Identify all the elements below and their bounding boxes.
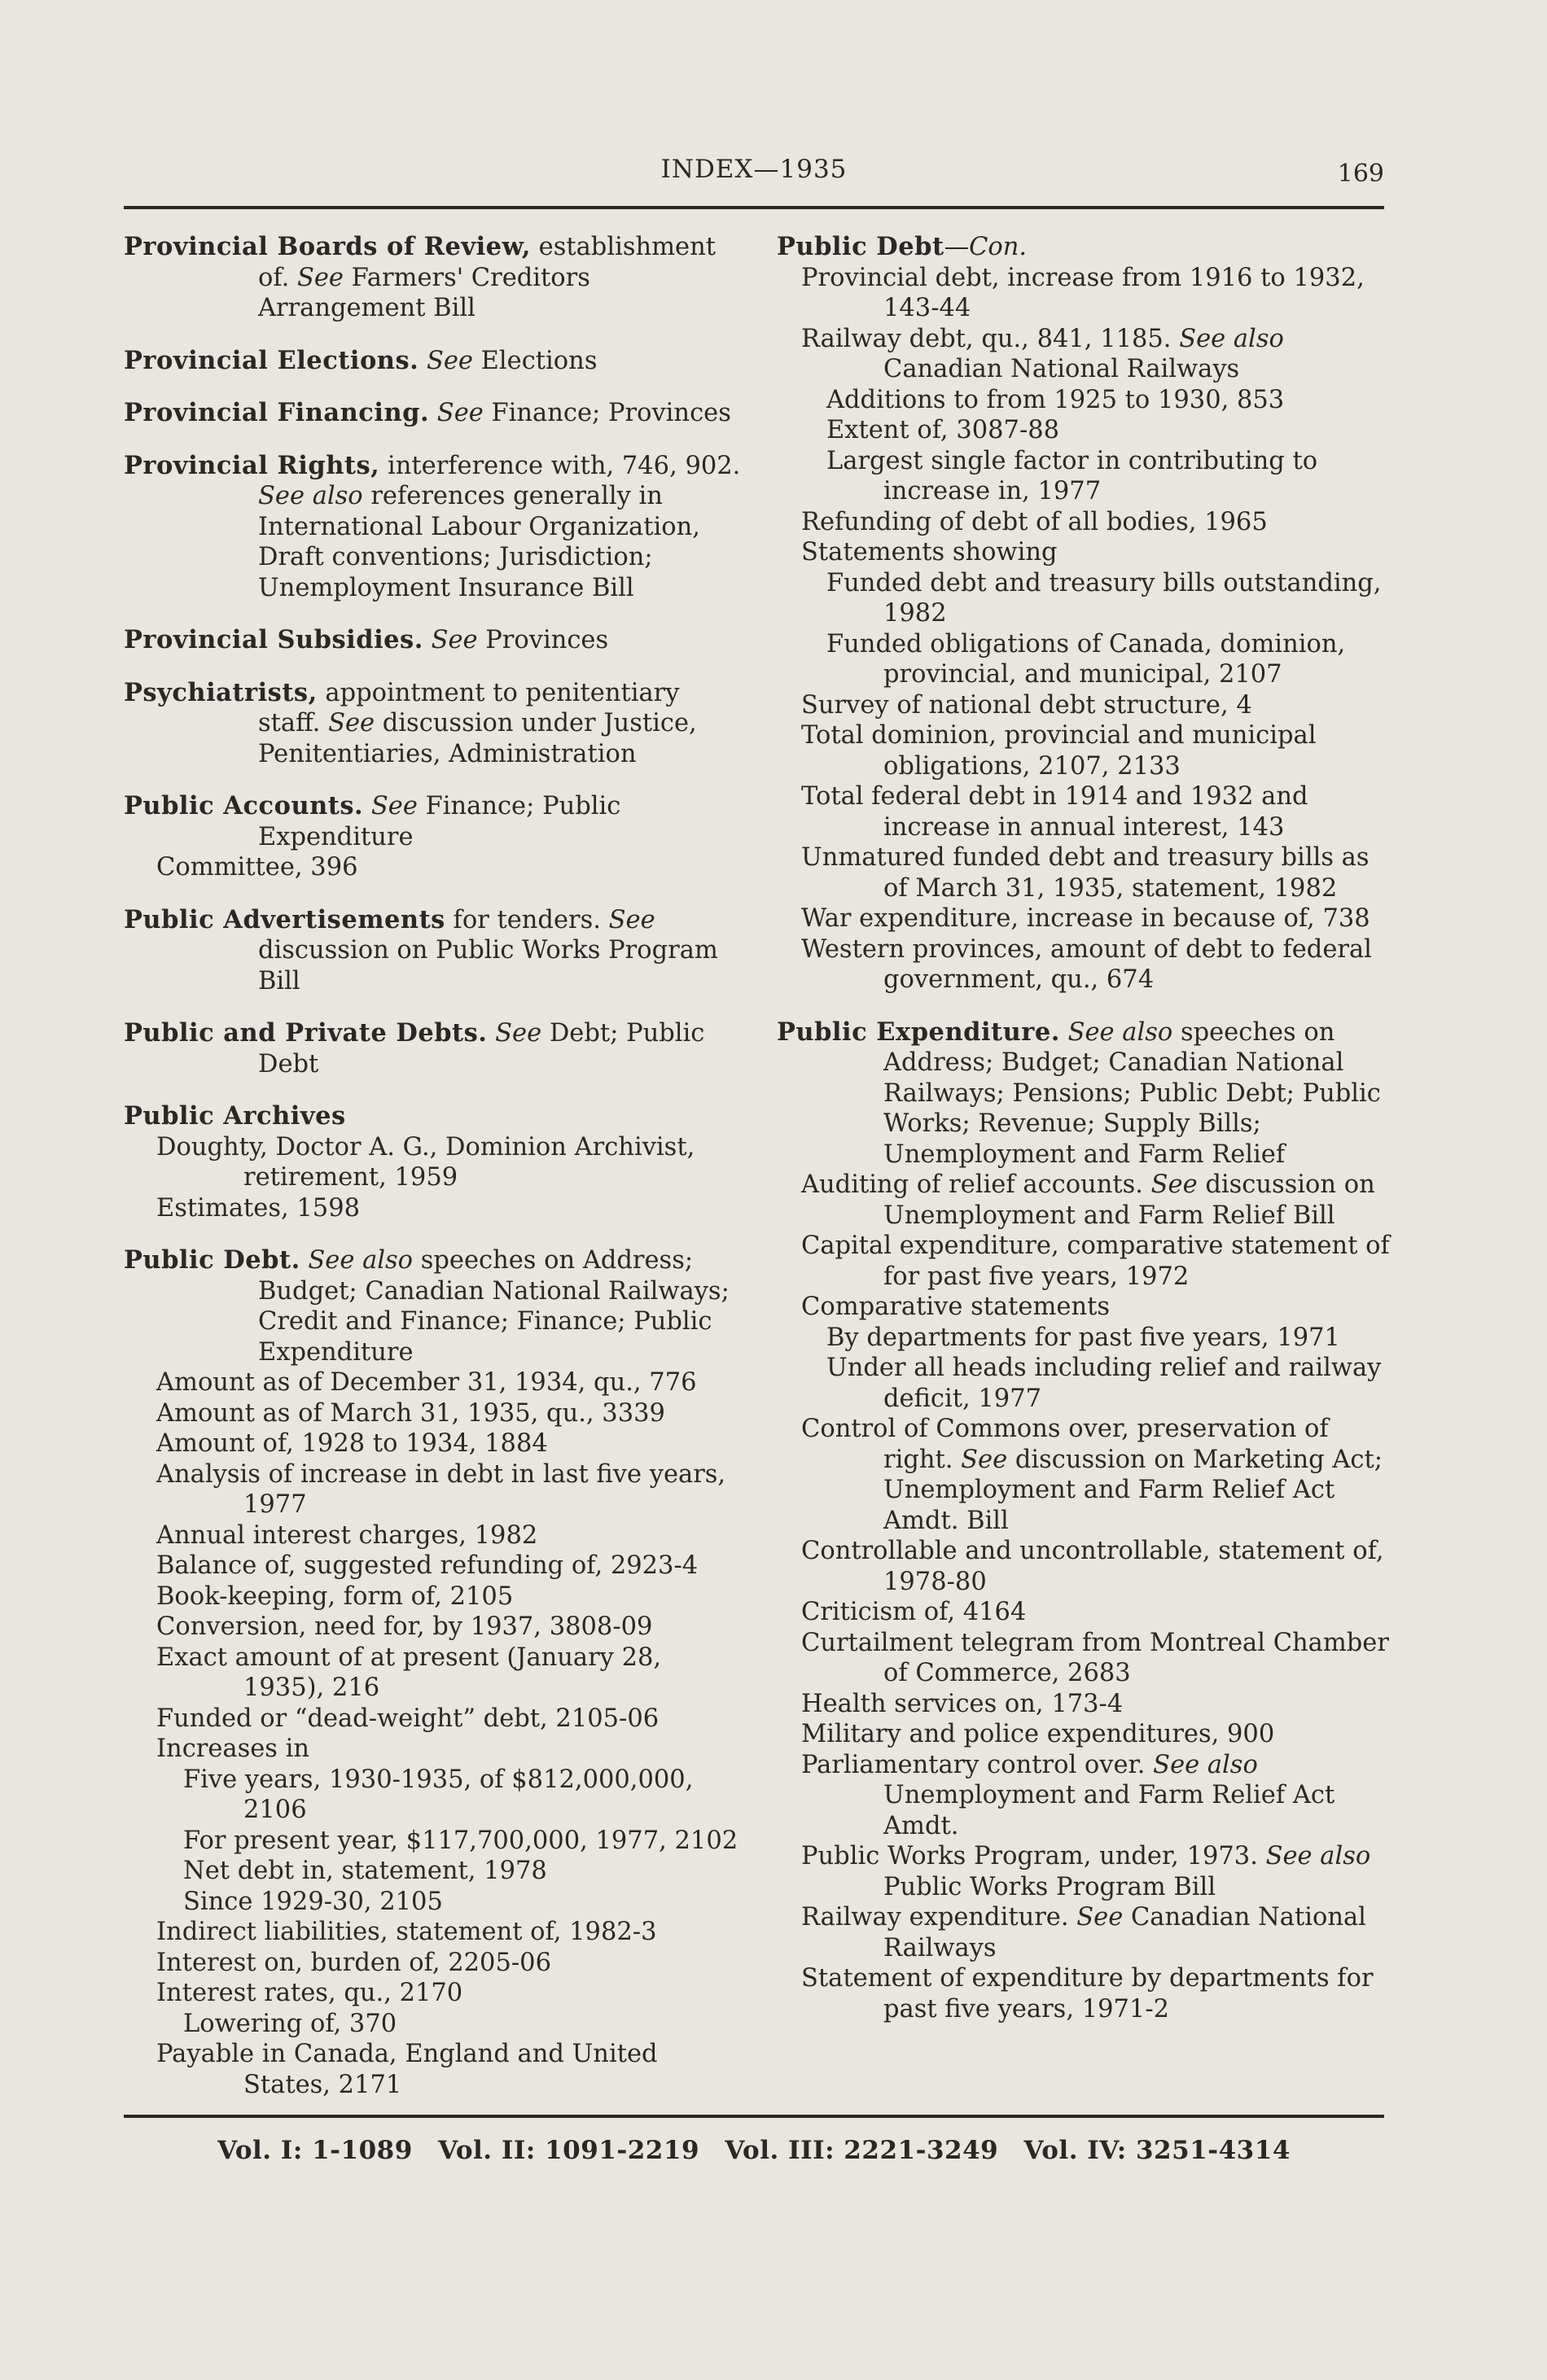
index-subentry — [124, 1856, 743, 1887]
index-subentry — [777, 903, 1396, 934]
entry-text — [363, 792, 371, 820]
index-heading-entry — [777, 232, 1396, 263]
entry-term: Public Expenditure. — [777, 1017, 1060, 1047]
entry-text: Unemployment and Farm Relief Act Amdt. — [883, 1781, 1335, 1840]
entry-text: Statement of expenditure by departments for past five years, 1971-2 — [801, 1964, 1374, 2023]
cross-reference-label: See also — [258, 482, 363, 510]
index-subentry — [124, 1398, 743, 1429]
entry-text: Since 1929-30, 2105 — [183, 1887, 443, 1916]
index-subentry — [777, 1536, 1396, 1597]
index-subentry — [124, 2009, 743, 2040]
index-subentry — [777, 1750, 1396, 1842]
entry-text: Farmers' Creditors Arrangement Bill — [258, 263, 590, 322]
entry-term: Provincial Financing. — [124, 398, 430, 427]
page-header — [124, 155, 1384, 195]
entry-text: Amount as of March 31, 1935, qu., 3339 — [156, 1398, 665, 1428]
index-subentry — [777, 1414, 1396, 1536]
index-subentry — [777, 690, 1396, 721]
entry-text: Payable in Canada, England and United States, 2171 — [156, 2040, 658, 2099]
index-subentry — [777, 1902, 1396, 1963]
entry-text: Additions to from 1925 to 1930, 853 — [826, 385, 1285, 414]
index-subentry — [124, 1459, 743, 1520]
cross-reference-label: Con. — [969, 233, 1028, 261]
entry-text: speeches on Address; Budget; Canadian National Railways; Credit and Finance; Finance; Public Expenditure — [258, 1246, 730, 1367]
entry-text: Annual interest charges, 1982 — [156, 1520, 538, 1550]
cross-reference-label: See — [608, 905, 655, 934]
cross-reference-label: See — [961, 1445, 1008, 1474]
entry-text: Net debt in, statement, 1978 — [183, 1857, 547, 1885]
entry-text: establishment of. — [258, 233, 717, 292]
index-subentry — [124, 1612, 743, 1643]
index-heading-entry — [124, 232, 743, 324]
entry-text: discussion under Justice, Penitentiaries, Administration — [258, 709, 697, 768]
index-subentry — [124, 1193, 743, 1224]
index-subentry — [777, 781, 1396, 842]
page-number: 169 — [1337, 160, 1384, 188]
index-subentry — [777, 934, 1396, 995]
index-heading-entry — [124, 1101, 743, 1132]
index-subentry — [777, 1841, 1396, 1902]
entry-term: Public Debt. — [124, 1245, 300, 1275]
index-subentry — [124, 1887, 743, 1918]
entry-text: Provinces — [477, 626, 609, 654]
cross-reference-label: See also — [308, 1246, 414, 1275]
entry-text: Survey of national debt structure, 4 — [801, 690, 1252, 720]
entry-text: discussion on Unemployment and Farm Relief Bill — [883, 1170, 1375, 1230]
entry-term: Public Archives — [124, 1101, 346, 1131]
entry-term: Public Debt — [777, 232, 944, 261]
entry-text: Balance of, suggested refunding of, 2923-4 — [156, 1551, 699, 1580]
index-column-right — [777, 232, 1396, 2024]
entry-text: Refunding of debt of all bodies, 1965 — [801, 507, 1268, 536]
footer-rule — [124, 2115, 1384, 2118]
index-subentry — [777, 842, 1396, 903]
index-subentry — [124, 1428, 743, 1459]
cross-reference-label: See — [1150, 1170, 1198, 1199]
index-subentry — [777, 1963, 1396, 2024]
entry-text: Doughty, Doctor A. G., Dominion Archivist, retirement, 1959 — [156, 1132, 695, 1192]
cross-reference-label: See — [431, 626, 478, 654]
entry-text — [1060, 1018, 1068, 1047]
index-subentry — [777, 720, 1396, 781]
index-subentry — [124, 1734, 743, 1765]
index-subentry — [777, 385, 1396, 416]
entry-text: Public Works Program, under, 1973. — [801, 1842, 1266, 1870]
index-subentry — [124, 1582, 743, 1612]
index-subentry — [777, 629, 1396, 690]
entry-text: Elections — [472, 346, 598, 375]
entry-text: Provincial debt, increase from 1916 to 1932, 143-44 — [801, 263, 1365, 322]
index-subentry — [124, 1704, 743, 1735]
entry-text: Control of Commons over, preservation of right. — [801, 1415, 1329, 1474]
entry-text: appointment to penitentiary staff. — [258, 678, 680, 737]
index-heading-entry — [124, 625, 743, 656]
index-heading-entry — [124, 678, 743, 770]
index-subentry — [777, 507, 1396, 538]
index-subentry — [124, 1643, 743, 1704]
cross-reference-label: See — [436, 399, 484, 427]
cross-reference-label: See also — [1153, 1750, 1258, 1779]
entry-text: Curtailment telegram from Montreal Chamber of Commerce, 2683 — [801, 1628, 1389, 1687]
entry-text — [419, 347, 427, 375]
index-heading-entry — [124, 451, 743, 604]
entry-text: Under all heads including relief and railway deficit, 1977 — [826, 1354, 1382, 1413]
index-subentry — [777, 537, 1396, 568]
index-subentry — [124, 1765, 743, 1826]
entry-text — [300, 1246, 309, 1275]
entry-text: discussion on Marketing Act; Unemployment and Farm Relief Act Amdt. Bill — [883, 1445, 1383, 1535]
entry-text: discussion on Public Works Program Bill — [258, 936, 718, 995]
entry-text: — — [944, 233, 970, 261]
index-subentry — [777, 415, 1396, 446]
header-rule — [124, 206, 1384, 209]
entry-text: Public Works Program Bill — [883, 1872, 1216, 1901]
index-subentry — [124, 1948, 743, 1979]
entry-text: Exact amount of at present (January 28, 1935), 216 — [156, 1643, 662, 1702]
entry-text: Funded obligations of Canada, dominion, provincial, and municipal, 2107 — [826, 629, 1346, 689]
index-heading-entry — [124, 1018, 743, 1079]
index-subentry — [777, 1323, 1396, 1354]
entry-text: Controllable and uncontrollable, statement of, 1978-80 — [801, 1537, 1384, 1596]
entry-text: Extent of, 3087-88 — [826, 416, 1060, 444]
index-subentry — [124, 1826, 743, 1857]
entry-text: Railway expenditure. — [801, 1903, 1077, 1932]
entry-text — [487, 1019, 495, 1048]
entry-term: Public Accounts. — [124, 791, 364, 820]
cross-reference-label: See — [370, 792, 418, 820]
entry-text: Comparative statements — [801, 1293, 1111, 1321]
index-subentry — [777, 1231, 1396, 1292]
entry-text: references generally in International Labour Organization, Draft conventions; Jurisdiction; Unemployment Insurance Bill — [258, 482, 700, 602]
index-heading-entry — [124, 905, 743, 997]
entry-text: Funded or “dead-weight” debt, 2105-06 — [156, 1704, 660, 1733]
entry-text: Total dominion, provincial and municipal obligations, 2107, 2133 — [801, 721, 1317, 781]
entry-text: Capital expenditure, comparative statement of for past five years, 1972 — [801, 1232, 1390, 1291]
entry-text: Amount of, 1928 to 1934, 1884 — [156, 1429, 548, 1458]
cross-reference-label: See — [328, 709, 375, 737]
index-subentry — [777, 1292, 1396, 1323]
cross-reference-label: See also — [1179, 324, 1284, 353]
entry-text: Unmatured funded debt and treasury bills as of March 31, 1935, statement, 1982 — [801, 843, 1370, 903]
volume-range: Vol. I: 1-1089 — [217, 2136, 413, 2165]
index-heading-entry — [124, 791, 743, 852]
entry-term: Provincial Subsidies. — [124, 625, 423, 654]
cross-reference-label: See — [495, 1019, 542, 1048]
entry-text — [423, 626, 432, 654]
index-subentry — [124, 1551, 743, 1582]
index-subentry — [777, 1170, 1396, 1231]
entry-text: Analysis of increase in debt in last five years, 1977 — [156, 1459, 726, 1519]
index-heading-entry — [124, 1245, 743, 1367]
entry-text: Committee, 396 — [156, 853, 358, 882]
entry-text: Statements showing — [801, 538, 1058, 567]
page-title: INDEX—1935 — [660, 155, 848, 184]
index-column-left — [124, 232, 743, 2100]
index-subentry — [777, 1719, 1396, 1750]
entry-text: Railway debt, qu., 841, 1185. — [801, 324, 1180, 353]
entry-text: Finance; Provinces — [483, 399, 731, 427]
entry-text: Amount as of December 31, 1934, qu., 776 — [156, 1368, 697, 1397]
entry-text: For present year, $117,700,000, 1977, 2102 — [183, 1826, 738, 1855]
entry-term: Provincial Rights, — [124, 450, 380, 480]
entry-term: Public Advertisements — [124, 904, 445, 934]
entry-text: Parliamentary control over. — [801, 1750, 1154, 1779]
entry-text: Interest rates, qu., 2170 — [156, 1979, 463, 2007]
entry-text: Five years, 1930-1935, of $812,000,000, 2106 — [183, 1765, 694, 1824]
index-subentry — [124, 1367, 743, 1398]
entry-text: Estimates, 1598 — [156, 1193, 361, 1223]
entry-text — [429, 399, 437, 427]
entry-text: Book-keeping, form of, 2105 — [156, 1582, 514, 1611]
entry-text: Lowering of, 370 — [183, 2009, 397, 2038]
entry-text: Interest on, burden of, 2205-06 — [156, 1948, 551, 1977]
cross-reference-label: See — [1076, 1903, 1124, 1932]
entry-text: Increases in — [156, 1735, 310, 1763]
cross-reference-label: See — [426, 346, 473, 375]
index-subentry — [124, 1520, 743, 1551]
index-subentry — [777, 1689, 1396, 1720]
cross-reference-label: See — [296, 263, 344, 292]
volume-range: Vol. IV: 3251-4314 — [1023, 2136, 1291, 2165]
entry-text: Indirect liabilities, statement of, 1982-3 — [156, 1918, 657, 1946]
entry-text: Canadian National Railways — [883, 1903, 1366, 1962]
index-heading-entry — [124, 398, 743, 429]
index-subentry — [777, 1628, 1396, 1689]
index-subentry — [777, 1353, 1396, 1414]
entry-text: Funded debt and treasury bills outstanding, 1982 — [826, 568, 1382, 628]
entry-text: Criticism of, 4164 — [801, 1598, 1027, 1626]
index-subentry — [777, 324, 1396, 385]
index-subentry — [777, 1597, 1396, 1628]
entry-text: Auditing of relief accounts. — [801, 1170, 1151, 1199]
cross-reference-label: See also — [1067, 1017, 1173, 1047]
index-heading-entry — [124, 346, 743, 377]
index-subentry — [124, 1917, 743, 1948]
entry-text: Western provinces, amount of debt to federal government, qu., 674 — [801, 934, 1372, 994]
entry-text: Debt; Public Debt — [258, 1019, 705, 1078]
entry-term: Psychiatrists, — [124, 677, 318, 707]
entry-text: Health services on, 173-4 — [801, 1689, 1124, 1718]
entry-term: Provincial Elections. — [124, 345, 419, 375]
entry-text: Largest single factor in contributing to increase in, 1977 — [826, 446, 1318, 505]
entry-text: speeches on Address; Budget; Canadian National Railways; Pensions; Public Debt; Public Works; Revenue; Supply Bills; Unemployment and Farm Relief — [883, 1017, 1381, 1169]
index-subentry — [124, 1978, 743, 2009]
entry-text: Conversion, need for, by 1937, 3808-09 — [156, 1612, 653, 1641]
volume-range: Vol. II: 1091-2219 — [438, 2136, 700, 2165]
entry-text: War expenditure, increase in because of, 738 — [801, 904, 1370, 933]
entry-text: By departments for past five years, 1971 — [826, 1323, 1340, 1352]
index-subentry — [124, 2039, 743, 2100]
index-subentry — [777, 446, 1396, 507]
index-subentry — [124, 1132, 743, 1193]
volume-range: Vol. III: 2221-3249 — [725, 2136, 999, 2165]
index-heading-entry — [777, 1017, 1396, 1170]
entry-text: Finance; Public Expenditure — [258, 792, 621, 851]
index-subentry — [777, 568, 1396, 629]
entry-text: interference with, 746, 902. — [379, 451, 741, 480]
entry-text: Military and police expenditures, 900 — [801, 1720, 1275, 1748]
entry-term: Provincial Boards of Review, — [124, 232, 531, 261]
cross-reference-label: See also — [1265, 1842, 1371, 1870]
entry-text: for tenders. — [445, 905, 609, 934]
entry-term: Public and Private Debts. — [124, 1018, 488, 1048]
index-subentry — [124, 852, 743, 883]
entry-text: Total federal debt in 1914 and 1932 and increase in annual interest, 143 — [801, 782, 1308, 842]
entry-text: Canadian National Railways — [883, 355, 1240, 383]
volume-footer — [124, 2136, 1384, 2165]
index-subentry — [777, 263, 1396, 324]
